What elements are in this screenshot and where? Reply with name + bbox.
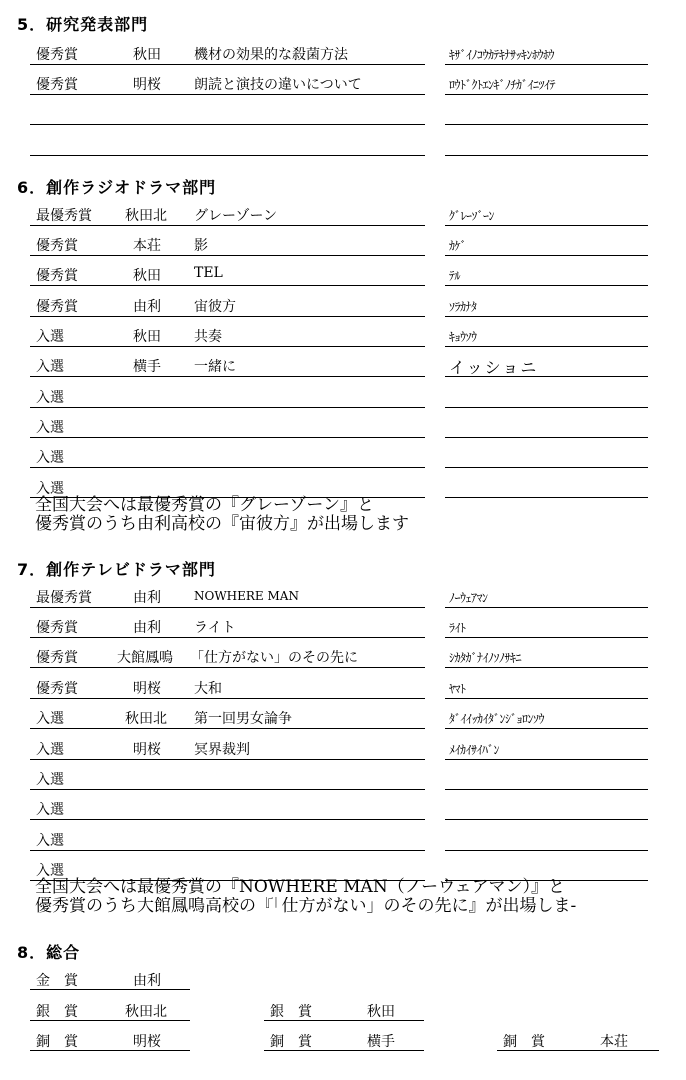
table-row (0, 326, 686, 348)
school-name: 横手 (133, 359, 161, 375)
underline (445, 407, 648, 408)
table-row (0, 417, 686, 439)
work-title: 「仕方がない」のその先に (190, 650, 358, 666)
award-label: 入選 (36, 390, 64, 406)
table-row (0, 799, 686, 821)
table-row (0, 387, 686, 409)
underline (30, 1020, 190, 1021)
award-label: 最優秀賞 (36, 208, 92, 224)
underline (445, 497, 648, 498)
award-label: 優秀賞 (36, 268, 78, 284)
underline (30, 225, 425, 226)
table-row (0, 205, 686, 227)
table-row (0, 830, 686, 852)
table-row (0, 296, 686, 318)
award-label: 最優秀賞 (36, 590, 92, 606)
underline (445, 607, 648, 608)
award-label: 入選 (36, 863, 64, 879)
table-row (0, 647, 686, 669)
table-row (0, 769, 686, 791)
underline (30, 989, 190, 990)
award-label: 入選 (36, 329, 64, 345)
award-label: 入選 (36, 420, 64, 436)
work-title: 一緒に (194, 359, 236, 375)
work-title: 機材の効果的な殺菌方法 (194, 47, 348, 63)
underline (445, 437, 648, 438)
work-title-kana: ﾔﾏﾄ (449, 682, 466, 696)
work-title-kana: イッショニ (449, 358, 539, 377)
underline (445, 346, 648, 347)
table-row (0, 617, 686, 639)
underline (30, 124, 425, 125)
table-row (0, 74, 686, 96)
underline (445, 285, 648, 286)
underline (497, 1050, 659, 1051)
school-name: 秋田北 (125, 208, 167, 224)
underline (445, 728, 648, 729)
award-label: 優秀賞 (36, 47, 78, 63)
section-6-note-line-1: 全国大会へは最優秀賞の『グレーゾーン』と (35, 495, 374, 515)
work-title-kana: ｸﾞﾚｰｿﾞｰﾝ (449, 209, 495, 223)
school-name: 明桜 (133, 77, 161, 93)
underline (30, 607, 425, 608)
bronze-award-label: 銅 賞 (270, 1034, 312, 1050)
underline (445, 698, 648, 699)
underline (30, 94, 425, 95)
work-title-kana: ﾀﾞｲｲｯｶｲﾀﾞﾝｼﾞｮﾛﾝｿｳ (449, 712, 545, 726)
school-name: 秋田 (133, 329, 161, 345)
table-row (0, 678, 686, 700)
underline (30, 467, 425, 468)
underline (30, 1050, 190, 1051)
table-row (0, 265, 686, 287)
school-name: 由利 (133, 620, 161, 636)
award-label: 優秀賞 (36, 299, 78, 315)
underline (445, 759, 648, 760)
table-row (0, 44, 686, 66)
silver-award-school: 秋田北 (125, 1004, 167, 1020)
underline (30, 850, 425, 851)
underline (30, 759, 425, 760)
underline (445, 667, 648, 668)
bronze-award-label: 銅 賞 (36, 1034, 78, 1050)
table-row (0, 235, 686, 257)
work-title-kana: ｶｹﾞ (449, 239, 467, 253)
work-title: 冥界裁判 (194, 742, 250, 758)
underline (445, 316, 648, 317)
underline (30, 637, 425, 638)
school-name: 秋田北 (125, 711, 167, 727)
award-label: 優秀賞 (36, 681, 78, 697)
underline (30, 346, 425, 347)
underline (445, 124, 648, 125)
work-title-kana: ﾃﾙ (449, 269, 461, 283)
work-title-kana: ｷｻﾞｲﾉｺｳｶﾃｷﾅｻｯｷﾝﾎｳﾎｳ (449, 48, 555, 62)
work-title-kana: ｿﾗｶﾅﾀ (449, 300, 477, 314)
underline (445, 64, 648, 65)
award-label: 入選 (36, 742, 64, 758)
work-title: 第一回男女論争 (194, 711, 292, 727)
award-label: 入選 (36, 481, 64, 497)
school-name: 由利 (133, 299, 161, 315)
work-title: 朗読と演技の違いについて (194, 77, 362, 93)
work-title-kana: ﾛｳﾄﾞｸﾄｴﾝｷﾞﾉﾁｶﾞｲﾆﾂｲﾃ (449, 78, 556, 92)
school-name: 由利 (133, 590, 161, 606)
award-label: 優秀賞 (36, 238, 78, 254)
underline (30, 819, 425, 820)
silver-award-label: 銀 賞 (270, 1004, 312, 1020)
work-title-kana: ﾉｰｳｪｱﾏﾝ (449, 591, 488, 605)
gold-award-school: 由利 (133, 973, 161, 989)
school-name: 大館鳳鳴 (117, 650, 173, 666)
work-title: 大和 (194, 681, 222, 697)
bronze-award-school: 本荘 (600, 1034, 628, 1050)
award-label: 入選 (36, 711, 64, 727)
underline (30, 64, 425, 65)
section-7-title: 7．創作テレビドラマ部門 (17, 560, 216, 579)
table-row (0, 447, 686, 469)
work-title: 共奏 (194, 329, 222, 345)
table-row (0, 587, 686, 609)
underline (445, 819, 648, 820)
underline (30, 285, 425, 286)
work-title: 影 (194, 238, 208, 254)
work-title-kana: ｷｮｳｿｳ (449, 330, 477, 344)
award-label: 優秀賞 (36, 650, 78, 666)
underline (30, 407, 425, 408)
work-title: 宙彼方 (194, 299, 236, 315)
section-6-title: 6．創作ラジオドラマ部門 (17, 178, 217, 197)
award-label: 入選 (36, 772, 64, 788)
section-7-note-line-2: 優秀賞のうち大館鳳鳴高校の『「仕方がない」のその先に』が出場しま- (35, 897, 577, 916)
underline (30, 698, 425, 699)
underline (264, 1020, 424, 1021)
work-title: グレーゾーン (194, 208, 278, 224)
underline (264, 1050, 424, 1051)
work-title-kana: ｼｶﾀｶﾞﾅｲﾉｿﾉｻｷﾆ (449, 651, 522, 665)
underline (445, 850, 648, 851)
work-title: TEL (194, 265, 223, 281)
award-label: 入選 (36, 802, 64, 818)
underline (30, 437, 425, 438)
section-7-note-line-1: 全国大会へは最優秀賞の『NOWHERE MAN（ノーウェアマン）』と (35, 877, 566, 897)
silver-award-label: 銀 賞 (36, 1004, 78, 1020)
table-row (0, 708, 686, 730)
school-name: 秋田 (133, 47, 161, 63)
school-name: 明桜 (133, 681, 161, 697)
school-name: 明桜 (133, 742, 161, 758)
section-6-note-line-2: 優秀賞のうち由利高校の『宙彼方』が出場します (35, 514, 409, 534)
section-8-title: 8．総合 (17, 943, 81, 962)
underline (30, 667, 425, 668)
award-label: 優秀賞 (36, 620, 78, 636)
underline (30, 376, 425, 377)
bronze-award-school: 横手 (367, 1034, 395, 1050)
underline (30, 155, 425, 156)
underline (445, 225, 648, 226)
table-row (0, 356, 686, 378)
school-name: 本荘 (133, 238, 161, 254)
award-label: 入選 (36, 359, 64, 375)
underline (445, 94, 648, 95)
work-title: NOWHERE MAN (194, 589, 299, 603)
underline (30, 255, 425, 256)
section-5-title: 5．研究発表部門 (17, 15, 149, 34)
underline (445, 637, 648, 638)
award-label: 入選 (36, 450, 64, 466)
gold-award-label: 金 賞 (36, 973, 78, 989)
underline (445, 255, 648, 256)
underline (445, 467, 648, 468)
award-label: 入選 (36, 833, 64, 849)
bronze-award-school: 明桜 (133, 1034, 161, 1050)
work-title-kana: ﾗｲﾄ (449, 621, 466, 635)
underline (30, 789, 425, 790)
bronze-award-label: 銅 賞 (503, 1034, 545, 1050)
work-title: ライト (194, 620, 236, 636)
silver-award-school: 秋田 (367, 1004, 395, 1020)
table-row (0, 739, 686, 761)
award-label: 優秀賞 (36, 77, 78, 93)
underline (445, 155, 648, 156)
work-title-kana: ﾒｲｶｲｻｲﾊﾞﾝ (449, 743, 500, 757)
underline (30, 728, 425, 729)
underline (30, 316, 425, 317)
underline (445, 376, 648, 377)
school-name: 秋田 (133, 268, 161, 284)
underline (445, 789, 648, 790)
